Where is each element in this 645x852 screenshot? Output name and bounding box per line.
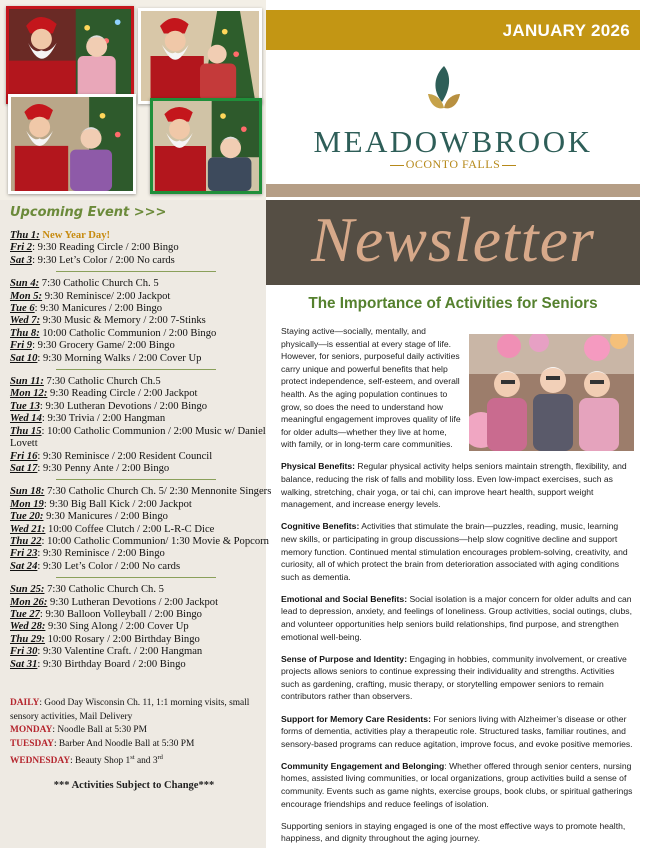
event-day: Tue 6 xyxy=(10,303,35,315)
event-text: : 9:30 Grocery Game/ 2:00 Bingo xyxy=(32,340,175,352)
event-text: : 9:30 Big Ball Kick / 2:00 Jackpot xyxy=(43,498,192,510)
event-day: Thu 1: xyxy=(10,230,40,241)
event-day: Fri 2 xyxy=(10,242,33,254)
santa-photo-1 xyxy=(6,6,134,104)
daily-text: : Good Day Wisconsin Ch. 11, 1:1 morning visits, small sensory activities, Mail Delivery xyxy=(10,698,250,722)
event-text: : 9:30 Penny Ante / 2:00 Bingo xyxy=(37,462,170,474)
calendar-event-row xyxy=(10,524,258,536)
section-text: Activities that stimulate the brain—puzzles, reading, music, learning new skills, or participating in group discussions—help slow cognitive decline and support memory function. Continued mental stimulation encourages problem-solving, creativity, and curiosity, all of which protect the brain from deterioration associated with aging conditions such as dementia. xyxy=(281,521,628,582)
santa-photo-4 xyxy=(150,98,262,194)
section-text: : Whether offered through senior centers, nursing homes, assisted living communities, or local organizations, group activities build a sense of community. Events such as game nights, exercise groups, book clubs, or spiritual gatherings encourage friendships and reduce feelings of isolation. xyxy=(281,760,633,809)
event-text: : 9:30 Let’s Color / 2:00 No cards xyxy=(32,254,175,266)
article-title: The Importance of Activities for Seniors xyxy=(308,295,598,312)
section-community xyxy=(281,760,633,810)
week-divider xyxy=(56,479,216,480)
monday-label: MONDAY xyxy=(10,725,53,735)
calendar-event-row xyxy=(10,499,258,511)
rule-right xyxy=(502,165,516,166)
monday-note xyxy=(10,724,258,738)
event-text: 9:30 Reminisce/ 2:00 Jackpot xyxy=(42,290,171,302)
section-text: Regular physical activity helps seniors maintain strength, flexibility, and balance, reducing the risk of falls and mobility loss. Even low-impact exercises, such as walking, stretching, chair yoga, or tai chi, can improve heart health, support weight management, and increase energy levels. xyxy=(281,461,627,510)
event-day: Fri 16 xyxy=(10,450,38,462)
event-day: Thu 15 xyxy=(10,425,42,437)
event-day: Wed 28: xyxy=(10,621,46,633)
event-text: : 9:30 Let’s Color / 2:00 No cards xyxy=(37,560,181,572)
event-day: Tue 13 xyxy=(10,400,40,412)
week-divider xyxy=(56,577,216,578)
event-text: 9:30 Manicures / 2:00 Bingo xyxy=(43,511,168,523)
event-text: : 9:30 Trivia / 2:00 Hangman xyxy=(41,413,166,425)
subject-to-change-note: *** Activities Subject to Change*** xyxy=(53,779,215,791)
event-text: 10:00 Coffee Clutch / 2:00 L-R-C Dice xyxy=(45,523,215,535)
calendar-event-row xyxy=(10,659,258,671)
event-day: Tue 27 xyxy=(10,608,40,620)
calendar-event-row xyxy=(10,278,258,290)
events-sidebar xyxy=(0,200,272,848)
daily-note xyxy=(10,697,258,724)
section-heading: Physical Benefits: xyxy=(281,461,356,472)
event-text: 7:30 Catholic Church Ch. 5 xyxy=(39,278,159,290)
section-heading: Support for Memory Care Residents: xyxy=(281,713,431,724)
event-day: Thu 29: xyxy=(10,633,46,645)
calendar-event-row xyxy=(10,438,258,450)
calendar-event-row xyxy=(10,584,258,596)
tuesday-text: : Barber And Noodle Ball at 5:30 PM xyxy=(53,738,195,749)
wed-and: and 3 xyxy=(134,756,158,767)
wednesday-text: : Beauty Shop 1 xyxy=(70,756,131,767)
event-day: Sat 17 xyxy=(10,462,38,474)
calendar-event-row xyxy=(10,401,258,413)
calendar-event-row xyxy=(10,646,258,658)
date-banner: JANUARY 2026 xyxy=(266,10,640,50)
event-text: 9:30 Reading Circle / 2:00 Jackpot xyxy=(47,388,198,400)
section-purpose xyxy=(281,653,633,703)
event-day: Fri 30 xyxy=(10,646,38,658)
calendar-event-row xyxy=(10,451,258,463)
event-text: : 9:30 Reading Circle / 2:00 Bingo xyxy=(32,242,179,254)
santa-photo-3 xyxy=(8,94,136,194)
calendar-event-row xyxy=(10,486,272,498)
event-text: : 10:00 Catholic Communion / 2:00 Music w/ Daniel xyxy=(41,425,266,437)
section-text: Social isolation is a major concern for older adults and can lead to depression, anxiety, and feelings of loneliness. Group activities, social outings, clubs, and volunteer opportunities help seniors build relationships, find purpose, and strengthen emotional well-being. xyxy=(281,593,632,642)
event-text: 10:00 Rosary / 2:00 Birthday Bingo xyxy=(45,633,200,645)
event-day: Mon 12: xyxy=(10,388,48,400)
calendar-event-row xyxy=(10,230,258,242)
upcoming-event-title: Upcoming Event >>> xyxy=(10,205,167,220)
section-text: Engaging in hobbies, community involvement, or creative projects allows seniors to continue expressing their individuality and strengths. Activities such as gardening, crafting, music therapy, or storytelling empower seniors to remain contributors rather than observers. xyxy=(281,653,627,702)
calendar-event-row xyxy=(10,340,258,352)
event-text: : 9:30 Reminisce / 2:00 Resident Council xyxy=(37,450,213,462)
wednesday-label: WEDNESDAY xyxy=(10,756,71,767)
event-text: : 9:30 Lutheran Devotions / 2:00 Bingo xyxy=(39,400,208,412)
event-text: 7:30 Catholic Church Ch.5 xyxy=(43,376,161,388)
brand-location: OCONTO FALLS xyxy=(405,157,501,171)
event-day: Tue 20: xyxy=(10,511,44,523)
event-day: Sun 25: xyxy=(10,584,45,596)
event-text: 7:30 Catholic Church Ch. 5 xyxy=(44,584,164,596)
rule-left xyxy=(390,165,404,166)
event-day: Sat 3 xyxy=(10,254,33,266)
photo-collage xyxy=(0,0,266,200)
wed-sup-1: st xyxy=(130,754,135,761)
event-day: Sun 4: xyxy=(10,278,40,290)
calendar-event-row xyxy=(10,315,258,327)
calendar-event-row xyxy=(10,328,258,340)
article-intro: Staying active—socially, mentally, and physically—is essential at every stage of life. However, for seniors, purposeful daily activities carry unique and powerful benefits that help protect independence, self-esteem, and overall health. As the aging population continues to grow, so does the need to understand how meaningful engagement improves quality of life for older adults—whether they live at home, with family, or in long-term care communities. xyxy=(281,326,461,450)
section-text: For seniors living with Alzheimer’s disease or other forms of dementia, activities play a therapeutic role. Structured tasks, familiar routines, and sensory-based programs can reduce agitation, improve focus, and evoke positive memories. xyxy=(281,713,633,749)
event-text: : 9:30 Manicures / 2:00 Bingo xyxy=(34,303,163,315)
calendar-event-row xyxy=(10,561,258,573)
event-day: Sat 24 xyxy=(10,560,38,572)
section-heading: Community Engagement and Belonging xyxy=(281,760,445,771)
section-heading: Cognitive Benefits: xyxy=(281,521,360,532)
event-day: Wed 14 xyxy=(10,413,42,425)
section-cognitive xyxy=(281,520,633,583)
calendar-event-row xyxy=(10,634,258,646)
event-day: Thu 22 xyxy=(10,535,42,547)
leaf-logo-icon xyxy=(424,64,464,122)
recurring-notes xyxy=(10,697,258,769)
event-text: 9:30 Music & Memory / 2:00 7-Stinks xyxy=(40,315,206,327)
header-divider-bar xyxy=(266,184,640,197)
event-day: Sun 11: xyxy=(10,376,44,388)
event-text: New Year Day! xyxy=(42,230,111,241)
calendar-event-row xyxy=(10,621,258,633)
section-physical xyxy=(281,460,633,510)
event-day: Mon 19 xyxy=(10,498,44,510)
calendar-event-row xyxy=(10,353,258,365)
calendar-event-row xyxy=(10,597,258,609)
article-body xyxy=(281,325,633,852)
calendar-event-row xyxy=(10,303,258,315)
event-text: : 9:30 Valentine Craft. / 2:00 Hangman xyxy=(37,646,203,658)
event-text: : 10:00 Catholic Communion/ 1:30 Movie & Popcorn xyxy=(41,535,269,547)
tuesday-label: TUESDAY xyxy=(10,738,54,749)
event-text: Lovett xyxy=(10,438,38,450)
calendar-event-row xyxy=(10,413,258,425)
week-divider xyxy=(56,369,216,370)
brand-location-line xyxy=(266,157,640,172)
calendar-event-row xyxy=(10,376,258,388)
event-day: Fri 9 xyxy=(10,340,33,352)
event-text: 9:30 Sing Along / 2:00 Cover Up xyxy=(45,621,189,633)
event-text: 9:30 Lutheran Devotions / 2:00 Jackpot xyxy=(47,596,219,608)
newsletter-title: Newsletter xyxy=(311,204,595,275)
calendar-event-row xyxy=(10,463,258,475)
event-day: Wed 21: xyxy=(10,523,46,535)
event-text: 10:00 Catholic Communion / 2:00 Bingo xyxy=(39,327,217,339)
event-text: : 9:30 Reminisce / 2:00 Bingo xyxy=(37,548,165,560)
wednesday-note xyxy=(10,751,258,769)
event-day: Sat 31 xyxy=(10,658,38,670)
event-calendar xyxy=(10,230,272,671)
event-day: Fri 23 xyxy=(10,548,38,560)
calendar-event-row xyxy=(10,511,258,523)
week-divider xyxy=(56,271,216,272)
section-heading: Emotional and Social Benefits: xyxy=(281,593,408,604)
tuesday-note xyxy=(10,738,258,752)
event-text: : 9:30 Morning Walks / 2:00 Cover Up xyxy=(37,352,202,364)
calendar-event-row xyxy=(10,242,258,254)
section-memory-care xyxy=(281,713,633,751)
brand-name: MEADOWBROOK xyxy=(313,124,593,159)
event-day: Thu 8: xyxy=(10,327,40,339)
wed-sup-2: rd xyxy=(157,754,163,761)
calendar-event-row xyxy=(10,388,258,400)
calendar-event-row xyxy=(10,291,258,303)
calendar-event-row xyxy=(10,425,266,438)
article-closing: Supporting seniors in staying engaged is one of the most effective ways to promote health, happiness, and dignity throughout the aging journey. xyxy=(281,820,626,844)
calendar-event-row xyxy=(10,548,258,560)
section-emotional xyxy=(281,593,633,643)
calendar-event-row xyxy=(10,535,269,548)
calendar-event-row xyxy=(10,609,258,621)
calendar-event-row xyxy=(10,255,258,267)
event-text: 7:30 Catholic Church Ch. 5/ 2:30 Mennonite Singers xyxy=(44,486,272,498)
section-heading: Sense of Purpose and Identity: xyxy=(281,653,408,664)
event-day: Mon 26: xyxy=(10,596,48,608)
event-day: Sun 18: xyxy=(10,486,45,498)
event-day: Sat 10 xyxy=(10,352,38,364)
santa-photo-2 xyxy=(138,8,262,104)
monday-text: : Noodle Ball at 5:30 PM xyxy=(52,725,147,735)
event-text: : 9:30 Birthday Board / 2:00 Bingo xyxy=(37,658,186,670)
event-day: Mon 5: xyxy=(10,290,43,302)
event-day: Wed 7: xyxy=(10,315,41,327)
daily-label: DAILY xyxy=(10,698,40,708)
event-text: : 9:30 Balloon Volleyball / 2:00 Bingo xyxy=(39,608,202,620)
